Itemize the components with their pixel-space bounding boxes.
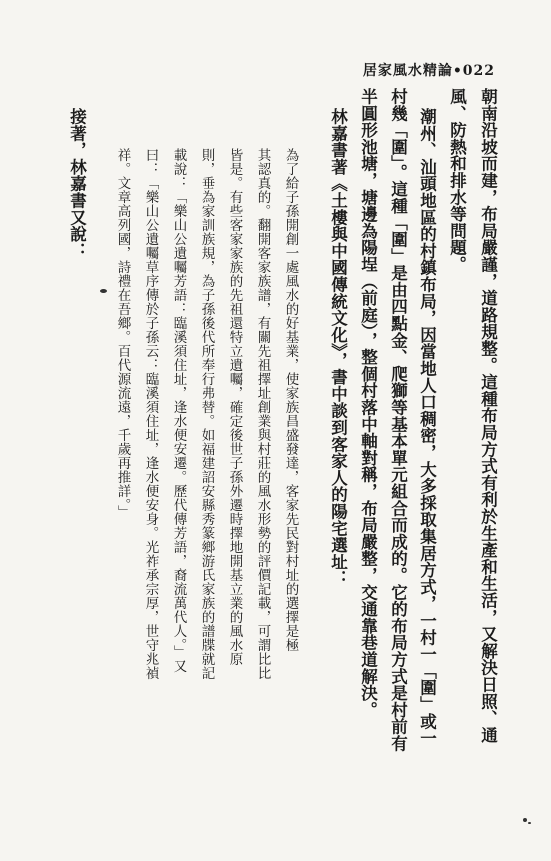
scan-speck [523,818,527,822]
text-column-1: 朝南沿坡而建，布局嚴謹，道路規整。這種布局方式有利於生產和生活，又解決日照、通 [478,88,498,744]
scan-speck [528,822,531,824]
quote-column-3: 皆是。有些客家家族的先祖還特立遺囑，確定後世子孫外遷時擇地開基立業的風水原 [226,148,243,666]
quote-column-4: 則，垂為家訓族規，為子孫後代所奉行弗替。如福建詔安縣秀篆鄉游氏家族的譜牒就記 [198,148,215,680]
running-header: 居家風水精論•022 [362,63,495,79]
quote-column-5: 載說：「樂山公遺囑芳語：臨溪須住址，逢水便安遷。歷代傳芳語，裔流萬代人。」又 [170,148,187,674]
quote-column-7: 祥。文章高列國，詩禮在吾鄉。百代源流遠，千歲再推詳。」 [114,148,131,520]
quote-column-2: 其認真的。翻開客家族譜，有關先祖擇址創業與村莊的風水形勢的評價記載，可謂比比 [254,148,271,680]
quote-column-1: 為了給子孫開創一處風水的好基業，使家族昌盛發達，客家先民對村址的選擇是極 [282,148,299,652]
text-column-5: 半圓形池塘，塘邊為陽埕（前庭），整個村落中軸對稱，布局嚴整，交通靠巷道解決。 [358,88,378,719]
text-column-3: 潮州、汕頭地區的村鎮布局，因當地人口稠密，大多採取集居方式，一村一「圍」或一 [417,108,437,747]
text-column-2: 風、防熱和排水等問題。 [447,88,467,273]
text-column-6: 林嘉書著《土樓與中國傳統文化》，書中談到客家人的陽宅選址： [328,108,348,587]
text-column-final: 接著，林嘉書又說： [67,108,87,260]
text-column-4: 村幾「圍」。這種「圍」是由四點金、爬獅等基本單元組合而成的。它的布局方式是村前有 [388,88,408,752]
quote-column-6: 曰：「樂山公遺囑草序傳於子孫云：臨溪須住址，逢水便安身。光祚承宗厚，世守兆禎 [142,148,159,680]
scan-speck [100,289,107,293]
